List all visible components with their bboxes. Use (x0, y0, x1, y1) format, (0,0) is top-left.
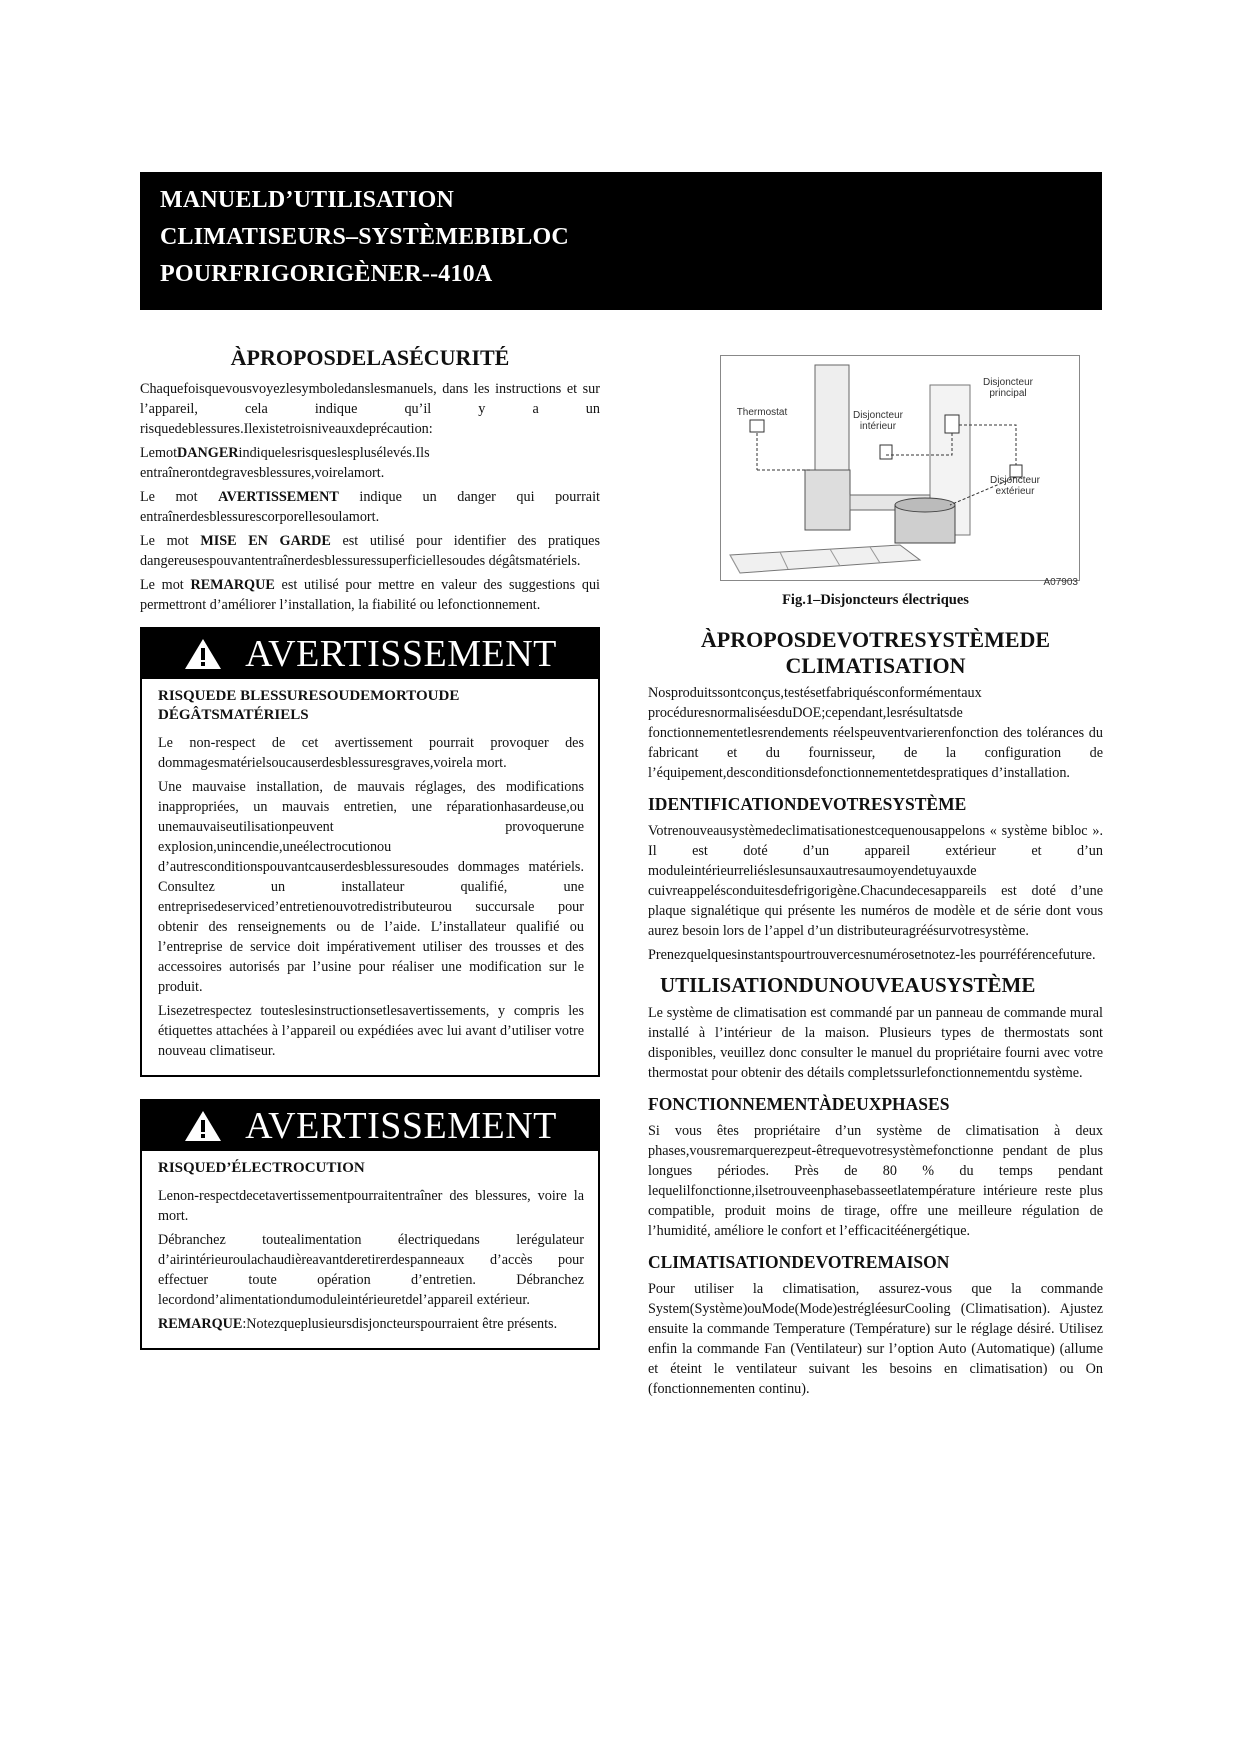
warning-paragraph-1: Lenon-respectdecetavertissementpourraitentraîner des blessures, voire la mort. (158, 1188, 584, 1224)
warning-box-electrocution (140, 1099, 600, 1350)
warning-subtitle: RISQUEDE BLESSURESOUDEMORTOUDE DÉGÂTSMATÉRIELS (158, 688, 460, 723)
document-title-banner (140, 172, 1102, 310)
identification-paragraph-1: Votrenouveausystèmedeclimatisationestcequenousappelons « système bibloc ». Il est doté d’un appareil extérieur et d’un moduleintérieurreliéslesunsauxautresaumoyendetuyauxde cuivreappelésconduitesdefrigorigène.Chacundecesappareils est doté d’une plaque signalétique qui présente les numéros de modèle et de série dont vous aurez besoin lors de l’appel d’un distributeuragréésurvotresystème. (648, 823, 1103, 939)
identification-paragraph-2: Prenezquelquesinstantspourtrouvercesnumérosetnotez-les pourréférencefuture. (648, 947, 1096, 963)
safety-intro: Chaquefoisquevousvoyezlesymboledanslesmanuels, dans les instructions et sur l’appareil, cela indique qu’il y a un risquedeblessures.Ilexistetroisniveauxdeprécaution: (140, 381, 600, 437)
two-phase-heading: FONCTIONNEMENTÀDEUXPHASES (648, 1094, 950, 1114)
warning-body (142, 679, 598, 1075)
title-line-1: MANUELD’UTILISATION (160, 187, 455, 213)
note-post: est utilisé pour mettre en valeur des suggestions qui permettront d’améliorer l’installation, la fiabilité ou lefonctionnement. (140, 577, 600, 613)
two-phase-paragraph: Si vous êtes propriétaire d’un système de climatisation à deux phases,vousremarquerezpeut-êtrequevotresystèmefonctionne pendant de plus longues périodes. Près de 80 % du temps pendant lequelilfonctionne,ilsetrouveenphasebasseetlatempérature intérieure reste plus compatible, produit moins de tirage, offre une meilleure régulation de l’humidité, améliore le confort et l’efficacitéénergétique. (648, 1123, 1103, 1239)
warning-paragraph-3: Lisezetrespectez touteslesinstructionsetlesavertissements, y compris les étiquettes attachées à l’appareil ou expédiées avec lui avant d’utiliser votre nouveau climatiseur. (158, 1003, 584, 1059)
cooling-heading: CLIMATISATIONDEVOTREMAISON (648, 1252, 950, 1272)
identification-heading: IDENTIFICATIONDEVOTRESYSTÈME (648, 794, 967, 814)
warning-header (142, 629, 598, 679)
warning-triangle-icon (183, 637, 223, 671)
outdoor-breaker-label: Disjoncteur extérieur (989, 475, 1041, 497)
thermostat-label: Thermostat (736, 407, 788, 418)
note-pre: Le mot (140, 577, 191, 593)
warning-title: AVERTISSEMENT (245, 1105, 557, 1147)
figure-caption: Fig.1–Disjoncteurs électriques (782, 592, 969, 608)
safety-heading: ÀPROPOSDELASÉCURITÉ (230, 345, 510, 370)
warning-note (158, 1314, 584, 1334)
warning-header (142, 1101, 598, 1151)
main-breaker-label: Disjoncteur principal (982, 377, 1034, 399)
safety-danger-text (140, 443, 600, 483)
warning-pre: Le mot (140, 489, 219, 505)
caution-pre: Le mot (140, 533, 201, 549)
warning-post: indique un danger qui pourrait entraînerdesblessurescorporellesoulamort. (140, 489, 600, 525)
danger-keyword: DANGER (177, 445, 239, 461)
note-text: :Notezqueplusieursdisjoncteurspourraient être présents. (242, 1316, 558, 1332)
danger-post: indiquelesrisqueslesplusélevés.Ils entraînerontdegravesblessures,voirelamort. (140, 445, 430, 481)
safety-caution-text (140, 531, 600, 571)
system-paragraph: Nosproduitssontconçus,testésetfabriquésconformémentaux procéduresnormaliséesduDOE;cependant,lesrésultatsde fonctionnementetlesrendements réelspeuventvarierenfonction des tolérances du fabricant et du fournisseur, de la configuration de l’équipement,desconditionsdefonctionnementetdespratiques d’installation. (648, 685, 1103, 781)
note-keyword: REMARQUE (158, 1316, 243, 1332)
warning-box-injury (140, 627, 600, 1077)
warning-paragraph-1: Le non-respect de cet avertissement pourrait provoquer des dommagesmatérielsoucauserdesblessuresgraves,voirela mort. (158, 735, 584, 771)
warning-body (142, 1151, 598, 1348)
caution-keyword: MISE EN GARDE (200, 533, 331, 549)
warning-title: AVERTISSEMENT (245, 633, 557, 675)
circuit-breaker-illustration (720, 355, 1080, 590)
warning-triangle-icon (183, 1109, 223, 1143)
warning-paragraph-2: Débranchez toutealimentation électriquedans lerégulateur d’airintérieuroulachaudièreavantderetirerdespanneaux d’accès pour effectuer toute opération d’entretien. Débranchez lecordond’alimentationdumoduleintérieuretdel’appareil extérieur. (158, 1232, 584, 1308)
utilisation-paragraph: Le système de climatisation est commandé par un panneau de commande mural installé à l’intérieur de la maison. Plusieurs types de thermostats sont disponibles, veuillez donc consulter le manuel du propriétaire fourni avec votre thermostat pour obtenir des détails completssurlefonctionnementdu système. (648, 1005, 1103, 1081)
safety-note-text (140, 575, 600, 615)
warning-paragraph-2: Une mauvaise installation, de mauvais réglages, des modifications inappropriées, un mauvais entretien, une réparationhasardeuse,ou unemauvaiseutilisationpeuvent provoquerune explosion,unincendie,uneélectrocutionou d’autresconditionspouvantcauserdesblessuresoudes dommages matériels. Consultez un installateur qualifié, une entreprisedeserviced’entretienouvotredistributeurou succursale pour obtenir des renseignements ou de l’aide. L’installateur qualifié ou l’entreprise de service doit impérativement utiliser des trousses et des accessoires autorisés par l’usine pour réaliser une modification sur le produit. (158, 779, 584, 995)
indoor-breaker-label: Disjoncteur intérieur (852, 410, 904, 432)
safety-warning-text (140, 487, 600, 527)
left-column (140, 345, 600, 1350)
caution-post: est utilisé pour identifier des pratiques dangereusespouvantentraînerdesblessuressuperficiellesoudes dégâtsmatériels. (140, 533, 600, 569)
figure-code: A07903 (1043, 577, 1078, 588)
title-line-2: CLIMATISEURS–SYSTÈMEBIBLOC (160, 224, 569, 250)
right-column (648, 355, 1103, 1403)
title-line-3: POURFRIGORIGÈNER--410A (160, 261, 493, 287)
danger-pre: Lemot (140, 445, 178, 461)
note-keyword: REMARQUE (190, 577, 275, 593)
warning-subtitle: RISQUED’ÉLECTROCUTION (158, 1160, 365, 1176)
warning-keyword: AVERTISSEMENT (218, 489, 339, 505)
utilisation-heading: UTILISATIONDUNOUVEAUSYSTÈME (660, 973, 1036, 997)
cooling-paragraph: Pour utiliser la climatisation, assurez-vous que la commande System(Système)ouMode(Mode)estrégléesurCooling (Climatisation). Ajustez ensuite la commande Temperature (Température) sur le réglage désiré. Utilisez enfin la commande Fan (Ventilateur) sur l’option Auto (Automatique) (allume et éteint le ventilateur suivant les besoins en climatisation) ou On (fonctionnementen continu). (648, 1281, 1103, 1397)
system-heading: ÀPROPOSDEVOTRESYSTÈMEDE CLIMATISATION (700, 627, 1051, 678)
